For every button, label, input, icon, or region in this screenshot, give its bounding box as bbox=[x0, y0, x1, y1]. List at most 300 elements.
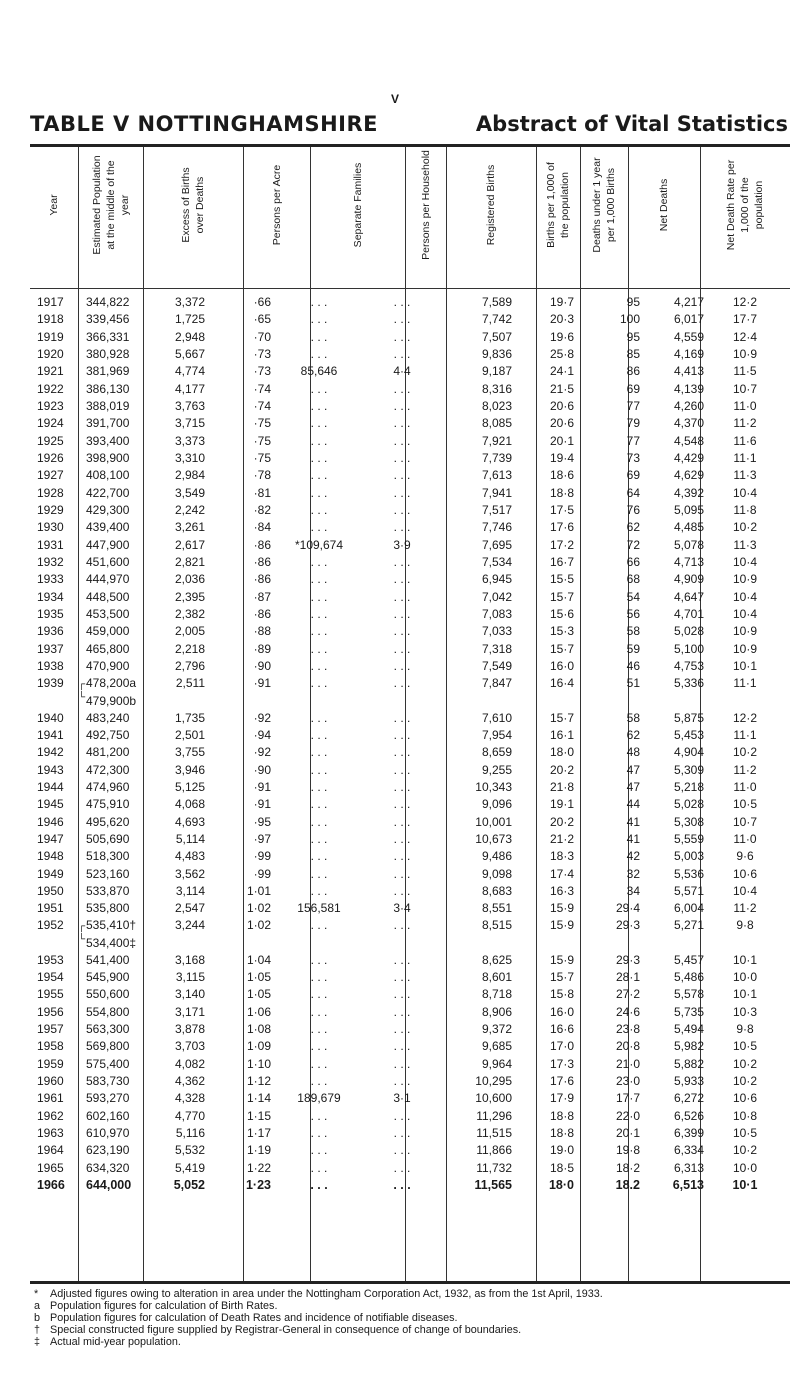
cell-ph: 4·4 bbox=[393, 364, 411, 379]
cell-nr: 10·0 bbox=[732, 970, 758, 985]
cell-nd: 4,904 bbox=[673, 745, 704, 760]
cell-ppa: 1·19 bbox=[246, 1143, 271, 1158]
table-row bbox=[30, 658, 790, 675]
cell-ph: . . . bbox=[393, 1160, 411, 1175]
cell-year: 1958 bbox=[37, 1039, 64, 1054]
cell-sf: . . . bbox=[310, 312, 328, 327]
cell-sf: . . . bbox=[310, 398, 328, 413]
cell-year: 1950 bbox=[37, 883, 64, 898]
cell-nd: 6,334 bbox=[673, 1143, 704, 1158]
cell-year: 1932 bbox=[37, 554, 64, 569]
cell-ppa: 1·22 bbox=[246, 1160, 271, 1175]
cell-births: 7,517 bbox=[481, 502, 512, 517]
cell-excess: 3,115 bbox=[175, 970, 205, 985]
cell-pop: 554,800 bbox=[86, 1004, 130, 1019]
cell-sf: . . . bbox=[310, 502, 328, 517]
cell-bp: 15·9 bbox=[549, 952, 574, 967]
cell-dp: 29·3 bbox=[615, 952, 640, 967]
cell-excess: 3,310 bbox=[174, 450, 205, 465]
cell-year: 1965 bbox=[37, 1160, 64, 1175]
cell-year: 1954 bbox=[37, 970, 64, 985]
header-label: Deaths under 1 year per 1,000 Births bbox=[591, 156, 617, 253]
cell-nr: 10·7 bbox=[732, 381, 758, 396]
header-label: Persons per Household bbox=[419, 149, 432, 260]
cell-sf: . . . bbox=[310, 329, 328, 344]
cell-ppa: ·88 bbox=[253, 624, 271, 639]
cell-pop: 634,320 bbox=[86, 1160, 130, 1175]
cell-year: 1927 bbox=[37, 468, 64, 483]
cell-births: 7,613 bbox=[481, 468, 512, 483]
cell-nd: 4,485 bbox=[673, 520, 704, 535]
cell-sf: . . . bbox=[310, 1108, 328, 1123]
cell-sf: . . . bbox=[310, 433, 328, 448]
cell-sf: . . . bbox=[310, 745, 328, 760]
cell-nr: 11·2 bbox=[733, 416, 757, 431]
cell-ph: . . . bbox=[393, 641, 411, 656]
footnote-mark: b bbox=[34, 1312, 41, 1324]
cell-year: 1939 bbox=[37, 676, 64, 691]
cell-dp: 95 bbox=[626, 295, 640, 309]
title-right: Abstract of Vital Statistics bbox=[475, 112, 788, 136]
cell-nd: 5,453 bbox=[673, 727, 704, 742]
cell-ph: . . . bbox=[393, 312, 411, 327]
cell-pop: 569,800 bbox=[86, 1039, 130, 1054]
cell-nr: 11·0 bbox=[733, 779, 757, 794]
cell-ph: . . . bbox=[393, 502, 411, 517]
cell-nr: 11·3 bbox=[733, 537, 757, 552]
footnote-text: Population figures for calculation of Death Rates and incidence of notifiable diseases. bbox=[50, 1312, 458, 1324]
cell-births: 9,685 bbox=[481, 1039, 512, 1054]
cell-ppa: ·95 bbox=[253, 814, 271, 829]
table-row bbox=[30, 294, 790, 311]
cell-year: 1945 bbox=[37, 797, 64, 812]
cell-excess: 2,036 bbox=[174, 572, 205, 587]
cell-bp: 18·8 bbox=[549, 1108, 574, 1123]
cell-excess: 2,511 bbox=[175, 676, 205, 691]
page-number: V bbox=[391, 92, 400, 106]
cell-ph: . . . bbox=[393, 520, 411, 535]
cell-nd: 5,578 bbox=[673, 987, 704, 1002]
cell-nd: 6,017 bbox=[673, 312, 704, 327]
cell-sf: . . . bbox=[310, 485, 328, 500]
cell-bp: 16·0 bbox=[549, 1004, 574, 1019]
cell-sf: . . . bbox=[310, 1022, 328, 1037]
cell-ppa: ·91 bbox=[253, 676, 271, 691]
cell-nd: 5,003 bbox=[673, 849, 704, 864]
cell-births: 10,600 bbox=[475, 1091, 512, 1106]
cell-nd: 4,647 bbox=[673, 589, 704, 604]
cell-year: 1933 bbox=[37, 572, 64, 587]
cell-sf: . . . bbox=[310, 468, 328, 483]
cell-sf: . . . bbox=[310, 450, 328, 465]
cell-pop: 448,500 bbox=[86, 589, 130, 604]
cell-year: 1947 bbox=[37, 831, 64, 846]
cell-excess: 1,725 bbox=[174, 312, 205, 327]
table-title bbox=[30, 112, 788, 140]
cell-excess: 3,372 bbox=[174, 295, 205, 309]
cell-dp: 95 bbox=[626, 329, 640, 344]
cell-bp: 15·7 bbox=[549, 710, 574, 725]
cell-sf: . . . bbox=[310, 572, 328, 587]
cell-ph: . . . bbox=[393, 1178, 411, 1193]
cell-dp: 54 bbox=[626, 589, 640, 604]
cell-excess: 5,114 bbox=[175, 831, 205, 846]
cell-nr: 10·1 bbox=[732, 658, 758, 673]
cell-year: 1917 bbox=[37, 295, 64, 309]
cell-nr: 11·0 bbox=[733, 831, 757, 846]
cell-dp: 19·8 bbox=[615, 1143, 640, 1158]
header-label: Registered Births bbox=[485, 164, 497, 245]
cell-births: 9,486 bbox=[481, 849, 512, 864]
cell-births: 7,083 bbox=[481, 606, 512, 621]
cell-excess: 2,395 bbox=[174, 589, 205, 604]
cell-ppa: ·94 bbox=[253, 727, 271, 742]
table-row bbox=[30, 952, 790, 969]
table-row bbox=[30, 762, 790, 779]
cell-pop: ┌ 535,410† bbox=[86, 918, 136, 932]
cell-nd: 4,548 bbox=[673, 433, 704, 448]
cell-nr: 10·4 bbox=[732, 554, 758, 569]
footnote bbox=[34, 1336, 794, 1348]
header-registered-births bbox=[446, 147, 536, 262]
cell-nr: 10·4 bbox=[732, 589, 758, 604]
cell-nd: 6,272 bbox=[673, 1091, 704, 1106]
cell-nd: 5,100 bbox=[673, 641, 704, 656]
cell-sf: . . . bbox=[310, 1178, 328, 1193]
cell-bp: 21·2 bbox=[549, 831, 574, 846]
cell-dp: 85 bbox=[626, 346, 640, 361]
cell-excess: 3,549 bbox=[174, 485, 205, 500]
cell-year: 1948 bbox=[37, 849, 64, 864]
cell-nr: 10·4 bbox=[732, 606, 758, 621]
cell-pop: 344,822 bbox=[86, 295, 130, 309]
cell-ph: . . . bbox=[393, 381, 411, 396]
cell-bp: 17·3 bbox=[549, 1056, 574, 1071]
cell-births: 11,565 bbox=[474, 1178, 512, 1193]
cell-bp: 18·0 bbox=[548, 1178, 574, 1193]
cell-dp: 62 bbox=[626, 520, 640, 535]
cell-excess: 2,984 bbox=[174, 468, 205, 483]
cell-ph: . . . bbox=[393, 797, 411, 812]
cell-ppa: ·86 bbox=[253, 606, 271, 621]
cell-dp: 17·7 bbox=[615, 1091, 640, 1106]
cell-births: 10,001 bbox=[475, 814, 512, 829]
cell-bp: 15·5 bbox=[549, 572, 574, 587]
cell-sf: 156,581 bbox=[297, 901, 341, 916]
cell-sf: . . . bbox=[310, 641, 328, 656]
cell-births: 9,255 bbox=[481, 762, 512, 777]
cell-bp: 16·7 bbox=[549, 554, 574, 569]
table-row bbox=[30, 831, 790, 848]
cell-ppa: ·74 bbox=[253, 381, 271, 396]
cell-year: 1926 bbox=[37, 450, 64, 465]
cell-ppa: ·66 bbox=[253, 295, 271, 309]
cell-nd: 4,701 bbox=[673, 606, 704, 621]
cell-sf: . . . bbox=[310, 346, 328, 361]
table-row bbox=[30, 1160, 790, 1177]
cell-dp: 66 bbox=[626, 554, 640, 569]
cell-ppa: 1·02 bbox=[246, 918, 271, 933]
cell-dp: 27·2 bbox=[615, 987, 640, 1002]
cell-sf: . . . bbox=[310, 1039, 328, 1054]
cell-births: 7,033 bbox=[481, 624, 512, 639]
cell-excess: 5,116 bbox=[175, 1126, 205, 1141]
cell-sf: . . . bbox=[310, 797, 328, 812]
cell-nd: 5,571 bbox=[673, 883, 704, 898]
cell-nr: 10·4 bbox=[732, 883, 758, 898]
cell-pop: 465,800 bbox=[86, 641, 130, 656]
cell-dp: 29·4 bbox=[615, 901, 640, 916]
cell-pop: 366,331 bbox=[86, 329, 130, 344]
cell-nr: 11·2 bbox=[733, 762, 757, 777]
table-row bbox=[30, 311, 790, 328]
cell-excess: 5,052 bbox=[173, 1178, 205, 1193]
cell-bp: 19·6 bbox=[549, 329, 574, 344]
cell-dp: 62 bbox=[626, 727, 640, 742]
cell-ph: . . . bbox=[393, 606, 411, 621]
cell-pop: 439,400 bbox=[86, 520, 130, 535]
cell-ppa: ·91 bbox=[253, 779, 271, 794]
cell-bp: 24·1 bbox=[549, 364, 574, 379]
cell-nr: 10·0 bbox=[732, 1160, 758, 1175]
cell-year: 1959 bbox=[37, 1056, 64, 1071]
cell-ppa: 1·05 bbox=[246, 970, 271, 985]
table-row bbox=[30, 381, 790, 398]
cell-sf: . . . bbox=[310, 866, 328, 881]
cell-bp: 15·7 bbox=[549, 589, 574, 604]
cell-sf: . . . bbox=[310, 1056, 328, 1071]
cell-year: 1961 bbox=[37, 1091, 64, 1106]
cell-pop: 447,900 bbox=[86, 537, 130, 552]
table-row bbox=[30, 1142, 790, 1159]
cell-births: 7,739 bbox=[481, 450, 512, 465]
cell-bp: 25·8 bbox=[549, 346, 574, 361]
cell-nd: 4,139 bbox=[673, 381, 704, 396]
cell-births: 10,343 bbox=[475, 779, 512, 794]
cell-year: 1934 bbox=[37, 589, 64, 604]
cell-bp: 15·7 bbox=[549, 641, 574, 656]
cell-ppa: ·73 bbox=[253, 364, 271, 379]
cell-ph: . . . bbox=[393, 295, 411, 309]
cell-nd: 4,713 bbox=[673, 554, 704, 569]
table-row-continuation bbox=[30, 935, 790, 952]
table-row bbox=[30, 467, 790, 484]
cell-excess: 1,735 bbox=[174, 710, 205, 725]
cell-pop: 550,600 bbox=[86, 987, 130, 1002]
cell-births: 11,732 bbox=[476, 1160, 512, 1175]
table-row bbox=[30, 433, 790, 450]
cell-nd: 4,429 bbox=[673, 450, 704, 465]
cell-nr: 9·8 bbox=[736, 918, 754, 933]
cell-pop: 610,970 bbox=[86, 1126, 130, 1141]
cell-births: 8,906 bbox=[481, 1004, 512, 1019]
cell-year: 1952 bbox=[37, 918, 64, 933]
cell-excess: 3,946 bbox=[174, 762, 205, 777]
cell-ppa: ·90 bbox=[253, 762, 271, 777]
cell-ppa: 1·15 bbox=[246, 1108, 271, 1123]
cell-sf: . . . bbox=[310, 606, 328, 621]
cell-year: 1942 bbox=[37, 745, 64, 760]
header-label: Year bbox=[48, 193, 60, 216]
table-row bbox=[30, 1108, 790, 1125]
cell-births: 8,718 bbox=[481, 987, 512, 1002]
cell-pop: 535,800 bbox=[86, 901, 130, 916]
table-row bbox=[30, 1073, 790, 1090]
cell-ph: . . . bbox=[393, 1004, 411, 1019]
table-row bbox=[30, 1177, 790, 1194]
cell-nr: 11·8 bbox=[733, 502, 757, 517]
cell-ph: . . . bbox=[393, 468, 411, 483]
cell-nr: 10·1 bbox=[732, 1178, 758, 1193]
cell-bp: 15·9 bbox=[549, 901, 574, 916]
cell-nd: 5,457 bbox=[673, 952, 704, 967]
cell-nr: 10·2 bbox=[732, 1143, 758, 1158]
cell-births: 7,610 bbox=[481, 710, 512, 725]
cell-ph: . . . bbox=[393, 572, 411, 587]
cell-excess: 4,177 bbox=[174, 381, 205, 396]
cell-sf: . . . bbox=[310, 1004, 328, 1019]
cell-bp: 16·3 bbox=[549, 883, 574, 898]
cell-pop: 492,750 bbox=[86, 727, 130, 742]
table-row bbox=[30, 450, 790, 467]
cell-sf: . . . bbox=[310, 1126, 328, 1141]
cell-year: 1925 bbox=[37, 433, 64, 448]
cell-pop: 422,700 bbox=[86, 485, 130, 500]
cell-bp: 17·6 bbox=[549, 520, 574, 535]
cell-pop-alt: └ 534,400‡ bbox=[86, 936, 136, 950]
header-net-death-rate bbox=[700, 147, 790, 262]
cell-dp: 68 bbox=[626, 572, 640, 587]
cell-sf: . . . bbox=[310, 883, 328, 898]
cell-ph: . . . bbox=[393, 779, 411, 794]
cell-ph: . . . bbox=[393, 866, 411, 881]
table-row bbox=[30, 883, 790, 900]
cell-dp: 42 bbox=[626, 849, 640, 864]
table-row bbox=[30, 866, 790, 883]
cell-ppa: 1·12 bbox=[246, 1074, 271, 1089]
cell-excess: 3,261 bbox=[174, 520, 205, 535]
footnote bbox=[34, 1324, 794, 1336]
cell-dp: 41 bbox=[626, 831, 640, 846]
cell-ph: 3·1 bbox=[393, 1091, 411, 1106]
cell-bp: 15·8 bbox=[549, 987, 574, 1002]
cell-year: 1921 bbox=[37, 364, 64, 379]
cell-excess: 3,755 bbox=[174, 745, 205, 760]
header-label: Estimated Population at the middle of the year bbox=[90, 154, 131, 255]
cell-nd: 5,336 bbox=[673, 676, 704, 691]
cell-nr: 10·1 bbox=[732, 952, 758, 967]
cell-ph: . . . bbox=[393, 883, 411, 898]
cell-pop: 453,500 bbox=[86, 606, 130, 621]
cell-excess: 3,763 bbox=[174, 398, 205, 413]
cell-ph: . . . bbox=[393, 346, 411, 361]
cell-births: 7,507 bbox=[481, 329, 512, 344]
cell-sf: . . . bbox=[310, 1160, 328, 1175]
cell-nr: 10·2 bbox=[732, 520, 758, 535]
cell-dp: 47 bbox=[626, 762, 640, 777]
cell-nr: 10·8 bbox=[732, 1108, 758, 1123]
cell-ph: . . . bbox=[393, 658, 411, 673]
cell-nd: 4,370 bbox=[673, 416, 704, 431]
cell-births: 8,551 bbox=[481, 901, 512, 916]
cell-ppa: ·75 bbox=[253, 433, 271, 448]
cell-ph: . . . bbox=[393, 1039, 411, 1054]
cell-sf: . . . bbox=[310, 831, 328, 846]
cell-year: 1918 bbox=[37, 312, 64, 327]
cell-year: 1964 bbox=[37, 1143, 64, 1158]
cell-nd: 4,909 bbox=[673, 572, 704, 587]
cell-ppa: ·81 bbox=[253, 485, 271, 500]
cell-sf: . . . bbox=[310, 849, 328, 864]
cell-bp: 15·3 bbox=[549, 624, 574, 639]
cell-year: 1920 bbox=[37, 346, 64, 361]
cell-bp: 17·9 bbox=[549, 1091, 574, 1106]
cell-pop: 623,190 bbox=[86, 1143, 130, 1158]
cell-excess: 3,562 bbox=[174, 866, 205, 881]
cell-excess: 2,501 bbox=[174, 727, 205, 742]
cell-excess: 3,244 bbox=[174, 918, 205, 933]
table-row bbox=[30, 727, 790, 744]
header-separate-families bbox=[310, 147, 405, 262]
table-row bbox=[30, 537, 790, 554]
footnote bbox=[34, 1288, 794, 1300]
cell-births: 7,847 bbox=[481, 676, 512, 691]
cell-year: 1936 bbox=[37, 624, 64, 639]
cell-ph: . . . bbox=[393, 745, 411, 760]
cell-nr: 10·2 bbox=[732, 1074, 758, 1089]
cell-births: 7,549 bbox=[481, 658, 512, 673]
cell-sf: 189,679 bbox=[297, 1091, 341, 1106]
cell-excess: 2,382 bbox=[174, 606, 205, 621]
cell-sf: . . . bbox=[310, 624, 328, 639]
bottom-rule bbox=[30, 1281, 790, 1284]
cell-nd: 6,513 bbox=[672, 1178, 704, 1193]
cell-bp: 20·2 bbox=[549, 814, 574, 829]
cell-nd: 6,399 bbox=[673, 1126, 704, 1141]
cell-year: 1966 bbox=[37, 1178, 65, 1193]
cell-births: 11,296 bbox=[476, 1108, 512, 1123]
cell-ppa: 1·04 bbox=[246, 952, 271, 967]
cell-dp: 20·8 bbox=[615, 1039, 640, 1054]
cell-nd: 5,309 bbox=[673, 762, 704, 777]
table-row bbox=[30, 848, 790, 865]
table-row bbox=[30, 606, 790, 623]
cell-excess: 2,242 bbox=[174, 502, 205, 517]
cell-ph: . . . bbox=[393, 1143, 411, 1158]
cell-ph: . . . bbox=[393, 624, 411, 639]
header-persons-per-household bbox=[405, 147, 446, 262]
cell-excess: 5,667 bbox=[174, 346, 205, 361]
table-row bbox=[30, 502, 790, 519]
cell-nr: 9·6 bbox=[736, 849, 754, 864]
cell-excess: 3,715 bbox=[174, 416, 205, 431]
cell-ph: . . . bbox=[393, 1108, 411, 1123]
cell-bp: 20·6 bbox=[549, 398, 574, 413]
cell-bp: 20·3 bbox=[549, 312, 574, 327]
cell-pop: 518,300 bbox=[86, 849, 130, 864]
header-label: Net Deaths bbox=[658, 178, 670, 231]
cell-excess: 2,821 bbox=[174, 554, 205, 569]
cell-bp: 18·5 bbox=[549, 1160, 574, 1175]
cell-ph: . . . bbox=[393, 450, 411, 465]
cell-births: 7,746 bbox=[481, 520, 512, 535]
header-label: Separate Families bbox=[351, 162, 364, 247]
cell-ppa: ·91 bbox=[253, 797, 271, 812]
cell-nd: 4,260 bbox=[673, 398, 704, 413]
cell-excess: 4,770 bbox=[174, 1108, 205, 1123]
cell-nd: 5,933 bbox=[673, 1074, 704, 1089]
cell-excess: 2,948 bbox=[174, 329, 205, 344]
